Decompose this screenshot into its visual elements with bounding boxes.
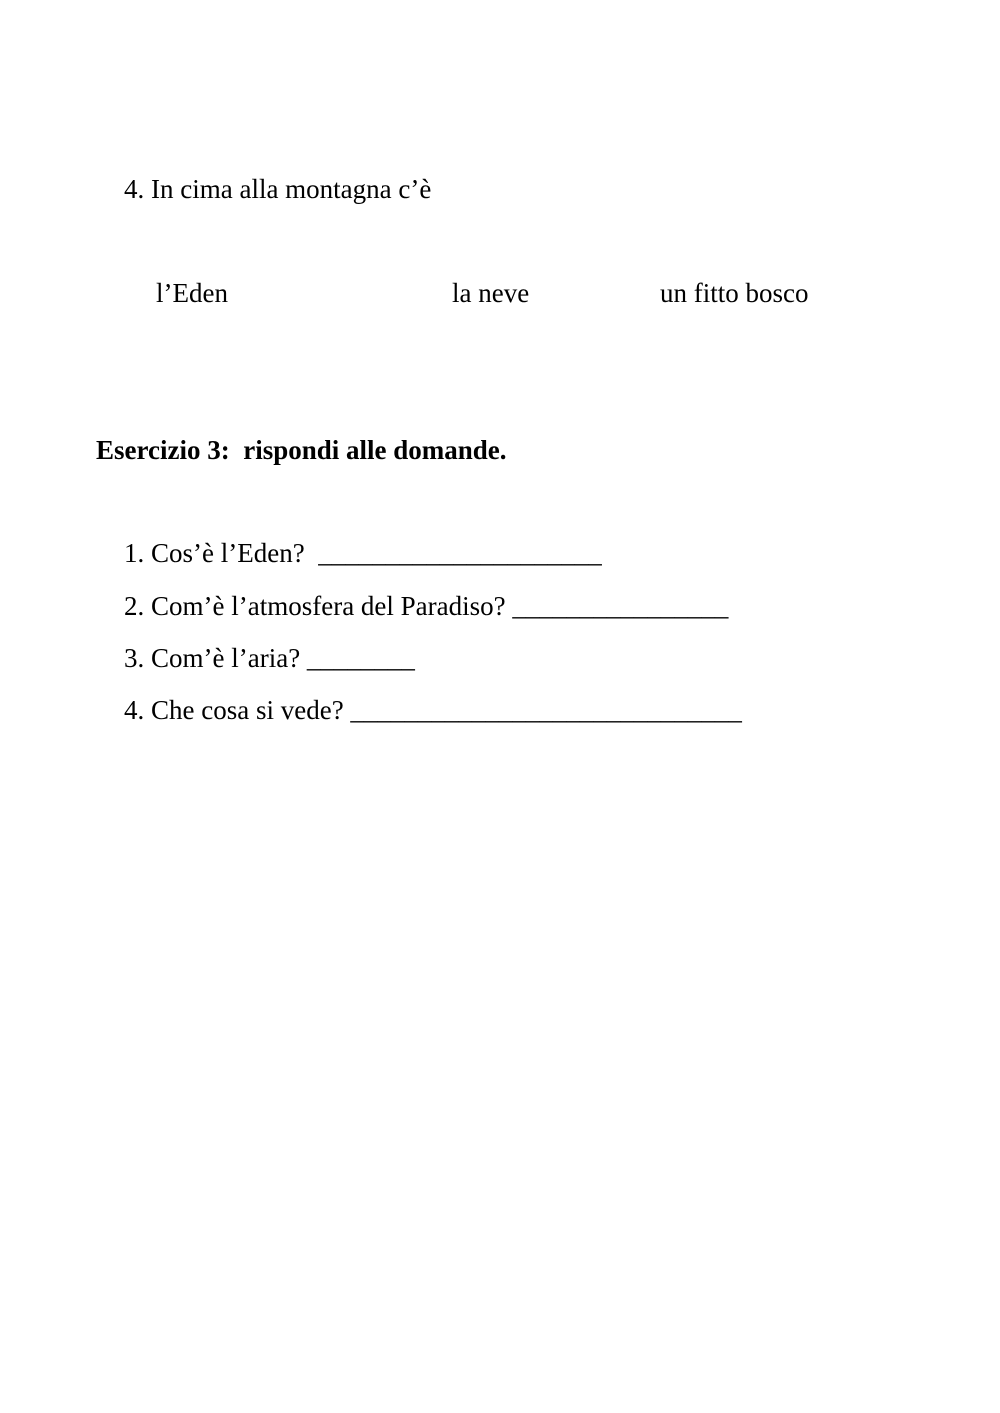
question-4-prompt: 4. In cima alla montagna c’è xyxy=(124,174,432,204)
exercise-3-question-1: 1. Cos’è l’Eden? _____________________ xyxy=(124,538,602,568)
option-neve: la neve xyxy=(452,278,530,308)
exercise-3-question-4: 4. Che cosa si vede? _____________________________ xyxy=(124,695,742,725)
option-bosco: un fitto bosco xyxy=(660,278,809,308)
exercise-3-question-2: 2. Com’è l’atmosfera del Paradiso? ________________ xyxy=(124,591,729,621)
option-eden: l’Eden xyxy=(156,278,228,308)
exercise-3-heading: Esercizio 3: rispondi alle domande. xyxy=(96,435,507,465)
exercise-3-question-3: 3. Com’è l’aria? ________ xyxy=(124,643,415,673)
